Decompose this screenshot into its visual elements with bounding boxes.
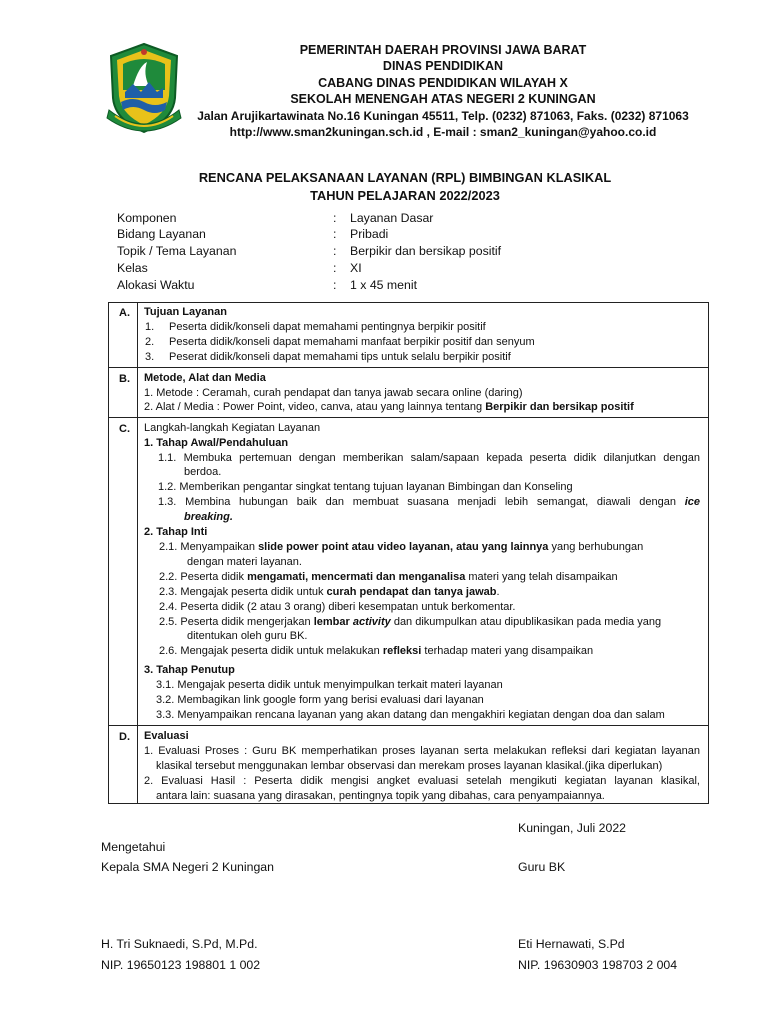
list-item: 2. Alat / Media : Power Point, video, canva, atau yang lainnya tentang Berpikir dan bersikap positif — [144, 401, 634, 413]
info-value: XI — [350, 261, 362, 275]
header-branch: CABANG DINAS PENDIDIKAN WILAYAH X — [318, 76, 568, 90]
step-item: 2.5. Peserta didik mengerjakan lembar activity dan dikumpulkan atau dipublikasikan pada media yang — [159, 616, 662, 628]
step-item-continued: berdoa. — [184, 466, 222, 478]
step-item: 3.3. Menyampaikan rencana layanan yang akan datang dan mengakhiri kegiatan dengan doa dan salam — [156, 709, 665, 721]
acknowledged-label: Mengetahui — [101, 840, 166, 854]
info-row — [117, 226, 717, 242]
step-item: 2.6. Mengajak peserta didik untuk melakukan refleksi terhadap materi yang disampaikan — [159, 645, 594, 657]
step-item: 2.4. Peserta didik (2 atau 3 orang) diberi kesempatan untuk berkomentar. — [159, 601, 516, 613]
info-row — [117, 210, 717, 226]
info-colon: : — [333, 278, 337, 292]
stage-heading: 1. Tahap Awal/Pendahuluan — [144, 437, 289, 449]
step-item-continued: ditentukan oleh guru BK. — [187, 630, 308, 642]
plan-table — [108, 302, 709, 804]
place-date: Kuningan, Juli 2022 — [518, 821, 627, 835]
info-value: 1 x 45 menit — [350, 278, 417, 292]
evaluation-item-continued: antara lain: suasana yang dirasakan, pentingnya topik yang dibahas, cara penyampaiannya. — [156, 790, 605, 802]
list-item-number: 1. — [145, 321, 155, 333]
step-item-continued: breaking. — [184, 511, 233, 523]
evaluation-item: 1. Evaluasi Proses : Guru BK memperhatikan proses layanan serta melakukan refleksi dari kegiatan layanan — [144, 745, 700, 757]
section-heading: Langkah-langkah Kegiatan Layanan — [144, 422, 321, 434]
counselor-nip: NIP. 19630903 198703 2 004 — [518, 958, 678, 972]
section-letter: B. — [119, 373, 130, 385]
info-value: Pribadi — [350, 227, 389, 241]
section-letter: D. — [119, 731, 130, 743]
header-school: SEKOLAH MENENGAH ATAS NEGERI 2 KUNINGAN — [290, 92, 596, 106]
document-year: TAHUN PELAJARAN 2022/2023 — [310, 188, 500, 203]
table-row-divider — [109, 725, 708, 726]
evaluation-item-continued: klasikal tersebut menggunakan lembar observasi dan merekam proses layanan klasikal.(jika diperlukan) — [156, 760, 663, 772]
principal-nip: NIP. 19650123 198801 1 002 — [101, 958, 261, 972]
step-item: 3.1. Mengajak peserta didik untuk menyimpulkan terkait materi layanan — [156, 679, 503, 691]
table-row-divider — [109, 367, 708, 368]
info-colon: : — [333, 261, 337, 275]
info-row — [117, 277, 717, 293]
section-heading: Evaluasi — [144, 730, 189, 742]
list-item: Peserat didik/konseli dapat memahami tips untuk selalu berpikir positif — [169, 351, 511, 363]
info-colon: : — [333, 244, 337, 258]
list-item-number: 2. — [145, 336, 155, 348]
step-item: 3.2. Membagikan link google form yang berisi evaluasi dari layanan — [156, 694, 484, 706]
list-item: 1. Metode : Ceramah, curah pendapat dan tanya jawab secara online (daring) — [144, 387, 523, 399]
info-row — [117, 243, 717, 259]
info-value: Berpikir dan bersikap positif — [350, 244, 502, 258]
table-row-divider — [109, 417, 708, 418]
header-contact: http://www.sman2kuningan.sch.id , E-mail : sman2_kuningan@yahoo.co.id — [229, 125, 657, 139]
info-row — [117, 260, 717, 276]
stage-heading: 3. Tahap Penutup — [144, 664, 235, 676]
step-item: 1.3. Membina hubungan baik dan membuat suasana menjadi lebih semangat, diawali dengan ice — [158, 496, 700, 508]
section-heading: Metode, Alat dan Media — [144, 372, 266, 384]
section-letter: A. — [119, 307, 130, 319]
list-item: Peserta didik/konseli dapat memahami pentingnya berpikir positif — [169, 321, 486, 333]
counselor-role: Guru BK — [518, 860, 566, 874]
info-label: Kelas — [117, 261, 148, 275]
list-item-number: 3. — [145, 351, 155, 363]
info-colon: : — [333, 227, 337, 241]
list-item: Peserta didik/konseli dapat memahami manfaat berpikir positif dan senyum — [169, 336, 535, 348]
step-item: 1.2. Memberikan pengantar singkat tentang tujuan layanan Bimbingan dan Konseling — [158, 481, 573, 493]
principal-role: Kepala SMA Negeri 2 Kuningan — [101, 860, 274, 874]
step-item: 1.1. Membuka pertemuan dengan memberikan salam/sapaan kepada peserta didik dilanjutkan dengan — [158, 452, 700, 464]
step-item: 2.1. Menyampaikan slide power point atau video layanan, atau yang lainnya yang berhubungan — [159, 541, 644, 553]
step-item-continued: dengan materi layanan. — [187, 556, 302, 568]
info-value: Layanan Dasar — [350, 211, 434, 225]
step-item: 2.3. Mengajak peserta didik untuk curah pendapat dan tanya jawab. — [159, 586, 500, 598]
info-label: Alokasi Waktu — [117, 278, 195, 292]
header-government: PEMERINTAH DAERAH PROVINSI JAWA BARAT — [299, 43, 587, 57]
info-label: Komponen — [117, 211, 177, 225]
table-column-divider — [137, 303, 138, 803]
info-label: Topik / Tema Layanan — [117, 244, 237, 258]
west-java-emblem-logo — [103, 40, 185, 136]
principal-name: H. Tri Suknaedi, S.Pd, M.Pd. — [101, 937, 258, 951]
header-address: Jalan Arujikartawinata No.16 Kuningan 45511, Telp. (0232) 871063, Faks. (0232) 871063 — [197, 109, 689, 123]
stage-heading: 2. Tahap Inti — [144, 526, 208, 538]
info-label: Bidang Layanan — [117, 227, 206, 241]
section-heading: Tujuan Layanan — [144, 306, 227, 318]
step-item: 2.2. Peserta didik mengamati, mencermati dan menganalisa materi yang telah disampaikan — [159, 571, 618, 583]
evaluation-item: 2. Evaluasi Hasil : Peserta didik mengisi angket evaluasi setelah mengikuti kegiatan layanan klasikal, — [144, 775, 700, 787]
info-colon: : — [333, 211, 337, 225]
counselor-name: Eti Hernawati, S.Pd — [518, 937, 625, 951]
header-agency: DINAS PENDIDIKAN — [382, 59, 504, 73]
document-title: RENCANA PELAKSANAAN LAYANAN (RPL) BIMBINGAN KLASIKAL — [198, 170, 612, 185]
section-letter: C. — [119, 423, 130, 435]
info-block — [117, 210, 717, 295]
